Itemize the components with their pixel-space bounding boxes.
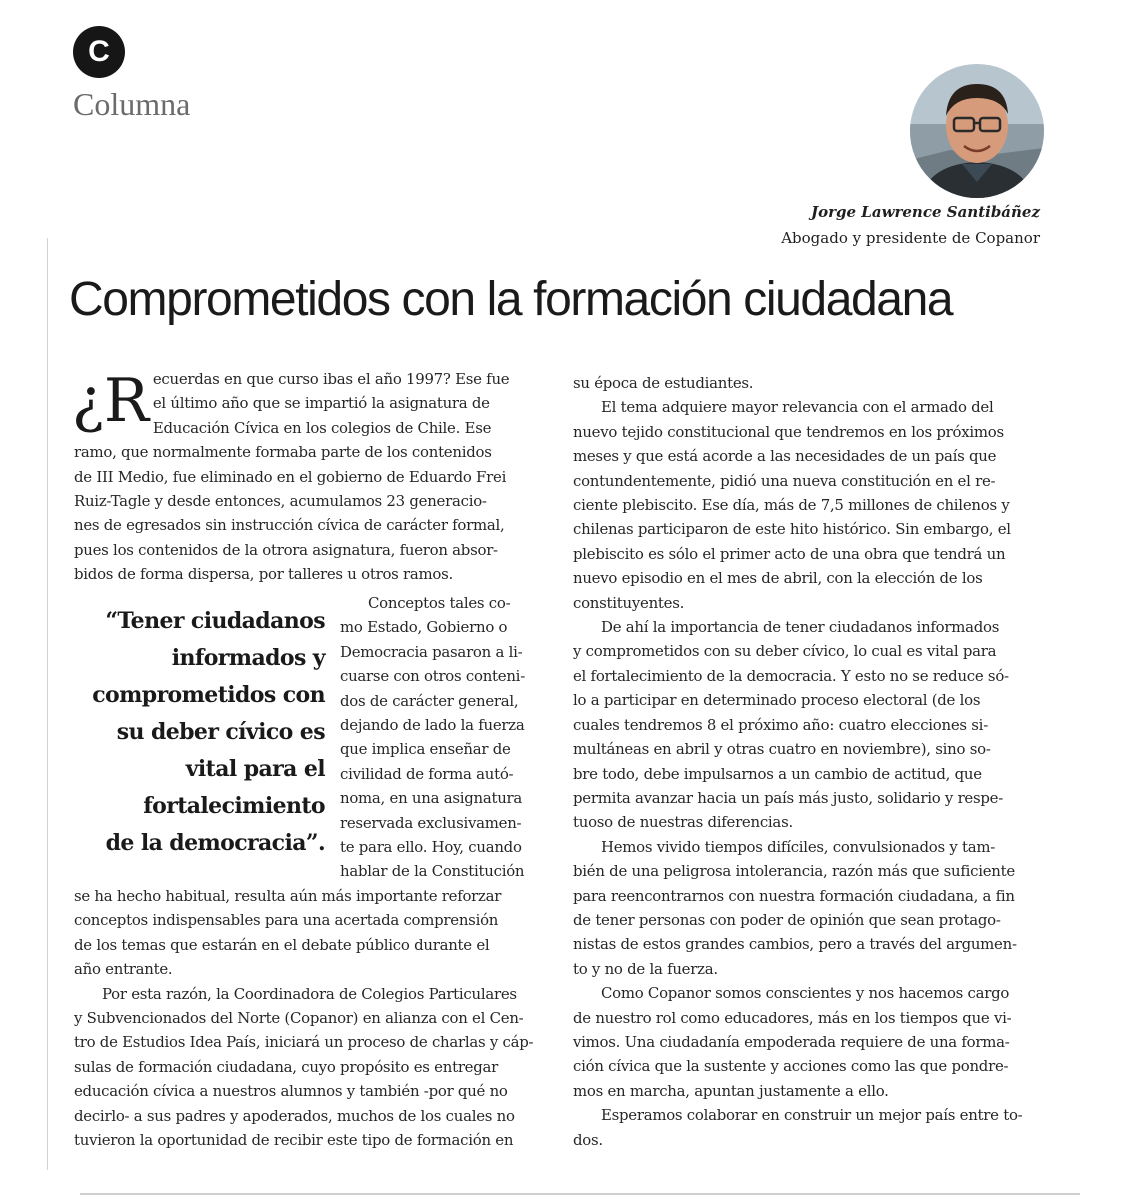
pull-quote-line: “Tener ciudadanos <box>105 608 325 634</box>
text-line: nistas de estos grandes cambios, pero a través del argumen- <box>573 935 1017 954</box>
text-line: sulas de formación ciudadana, cuyo propósito es entregar <box>74 1057 499 1076</box>
text-line: vimos. Una ciudadanía empoderada requiere de una forma- <box>573 1032 1010 1051</box>
text-line: Conceptos tales co- <box>368 594 511 612</box>
text-line: y comprometidos con su deber cívico, lo cual es vital para <box>573 642 997 661</box>
text-line: de III Medio, fue eliminado en el gobierno de Eduardo Frei <box>74 467 507 486</box>
text-line: Como Copanor somos conscientes y nos hacemos cargo <box>601 984 1010 1003</box>
pull-quote-line: fortalecimiento <box>143 793 325 819</box>
text-line: de tener personas con poder de opinión que sean protago- <box>573 910 1001 929</box>
text-line: de nuestro rol como educadores, más en los tiempos que vi- <box>573 1008 1012 1027</box>
author-role: Abogado y presidente de Copanor <box>781 229 1040 247</box>
text-line: pues los contenidos de la otrora asignatura, fueron absor- <box>74 540 498 559</box>
text-line: Democracia pasaron a li- <box>340 642 523 661</box>
pull-quote <box>70 603 325 862</box>
text-line: y Subvencionados del Norte (Copanor) en alianza con el Cen- <box>74 1009 524 1028</box>
pull-quote-line: vital para el <box>185 756 325 782</box>
text-line: para reencontrarnos con nuestra formación ciudadana, a fin <box>573 886 1015 905</box>
text-line: su época de estudiantes. <box>573 374 754 392</box>
text-line: dos de carácter general, <box>340 691 519 710</box>
text-line: cuales tendremos 8 el próximo año: cuatro elecciones si- <box>573 715 988 734</box>
text-line: ciente plebiscito. Ese día, más de 7,5 millones de chilenos y <box>573 496 1010 515</box>
paragraph-6 <box>573 835 1045 981</box>
paragraph-4 <box>573 395 1045 615</box>
article-column-wrap <box>340 591 546 884</box>
text-line: ción cívica que la sustente y acciones como las que pondre- <box>573 1057 1009 1076</box>
text-line: mos en marcha, apuntan justamente a ello. <box>573 1081 889 1100</box>
text-line: ramo, que normalmente formaba parte de los contenidos <box>74 443 492 462</box>
text-line: que implica enseñar de <box>340 740 511 759</box>
text-line: de los temas que estarán en el debate público durante el <box>74 935 490 954</box>
article-column-left-bottom <box>74 884 546 1152</box>
paragraph-2-wrap <box>340 591 546 884</box>
text-line: plebiscito es sólo el primer acto de una obra que tendrá un <box>573 544 1006 563</box>
text-line: te para ello. Hoy, cuando <box>340 838 522 857</box>
text-line: mo Estado, Gobierno o <box>340 618 508 637</box>
text-line: ecuerdas en que curso ibas el año 1997? Ese fue <box>152 370 510 388</box>
author-photo <box>910 64 1044 198</box>
paragraph-1 <box>74 367 546 587</box>
paragraph-5 <box>573 615 1045 835</box>
pull-quote-line: comprometidos con <box>92 682 325 708</box>
text-line: se ha hecho habitual, resulta aún más importante reforzar <box>74 887 502 905</box>
paragraph-3-continued <box>573 371 1045 395</box>
text-line: Por esta razón, la Coordinadora de Colegios Particulares <box>102 984 517 1003</box>
text-line: constituyentes. <box>573 593 685 612</box>
text-line: el fortalecimiento de la democracia. Y esto no se reduce só- <box>573 666 1009 685</box>
text-line: meses y que está acorde a las necesidades de un país que <box>573 447 997 466</box>
text-line: nes de egresados sin instrucción cívica de carácter formal, <box>74 516 505 535</box>
text-line: bre todo, debe impulsarnos a un cambio de actitud, que <box>573 764 982 783</box>
text-line: dejando de lado la fuerza <box>340 716 525 735</box>
paragraph-7 <box>573 981 1045 1103</box>
text-line: cuarse con otros conteni- <box>340 667 525 686</box>
text-line: El tema adquiere mayor relevancia con el armado del <box>601 398 994 417</box>
pull-quote-line: de la democracia”. <box>105 830 325 856</box>
text-line: to y no de la fuerza. <box>573 959 718 978</box>
headline: Comprometidos con la formación ciudadana <box>69 273 953 326</box>
text-line: dos. <box>573 1130 603 1149</box>
article-column-right <box>573 371 1045 1152</box>
text-line: tro de Estudios Idea País, iniciará un proceso de charlas y cáp- <box>74 1033 534 1052</box>
text-line: contundentemente, pidió una nueva constitución en el re- <box>573 471 996 490</box>
text-line: Educación Cívica en los colegios de Chile. Ese <box>152 418 492 437</box>
pull-quote-line: informados y <box>171 645 325 671</box>
author-name: Jorge Lawrence Santibáñez <box>811 203 1040 221</box>
article-column-left-top <box>74 367 546 587</box>
left-divider <box>47 238 48 1170</box>
text-line: civilidad de forma autó- <box>340 764 514 783</box>
section-badge: C <box>73 26 125 78</box>
text-line: chilenas participaron de este hito histórico. Sin embargo, el <box>573 520 1011 539</box>
text-line: hablar de la Constitución <box>340 862 525 881</box>
paragraph-8 <box>573 1103 1045 1152</box>
bottom-divider <box>80 1193 1080 1195</box>
text-line: Ruiz-Tagle y desde entonces, acumulamos 23 generacio- <box>74 492 487 511</box>
text-line: decirlo- a sus padres y apoderados, muchos de los cuales no <box>74 1106 515 1125</box>
text-line: noma, en una asignatura <box>340 789 523 808</box>
text-line: Esperamos colaborar en construir un mejor país entre to- <box>601 1106 1023 1125</box>
text-line: nuevo tejido constitucional que tendremos en los próximos <box>573 422 1004 441</box>
text-line: tuoso de nuestras diferencias. <box>573 813 793 832</box>
text-line: nuevo episodio en el mes de abril, con la elección de los <box>573 569 983 588</box>
text-line: Hemos vivido tiempos difíciles, convulsionados y tam- <box>601 837 996 856</box>
text-line: año entrante. <box>74 960 173 979</box>
text-line: educación cívica a nuestros alumnos y también -por qué no <box>74 1082 508 1101</box>
text-line: tuvieron la oportunidad de recibir este tipo de formación en <box>74 1131 514 1150</box>
text-line: bidos de forma dispersa, por talleres u otros ramos. <box>74 565 453 584</box>
text-line: De ahí la importancia de tener ciudadanos informados <box>601 618 1000 637</box>
text-line: el último año que se impartió la asignatura de <box>152 394 490 413</box>
text-line: bién de una peligrosa intolerancia, razón más que suficiente <box>573 862 1015 881</box>
text-line: conceptos indispensables para una acertada comprensión <box>74 911 499 930</box>
paragraph-2-rest <box>74 884 546 982</box>
pull-quote-line: su deber cívico es <box>116 719 325 745</box>
text-line: lo a participar en determinado proceso electoral (de los <box>573 691 981 710</box>
text-line: permita avanzar hacia un país más justo, solidario y respe- <box>573 788 1004 807</box>
text-line: reservada exclusivamen- <box>340 813 522 832</box>
paragraph-3 <box>74 982 546 1153</box>
section-label: Columna <box>73 86 191 122</box>
text-line: multáneas en abril y otras cuatro en noviembre), sino so- <box>573 740 991 759</box>
drop-cap: ¿R <box>72 366 149 436</box>
